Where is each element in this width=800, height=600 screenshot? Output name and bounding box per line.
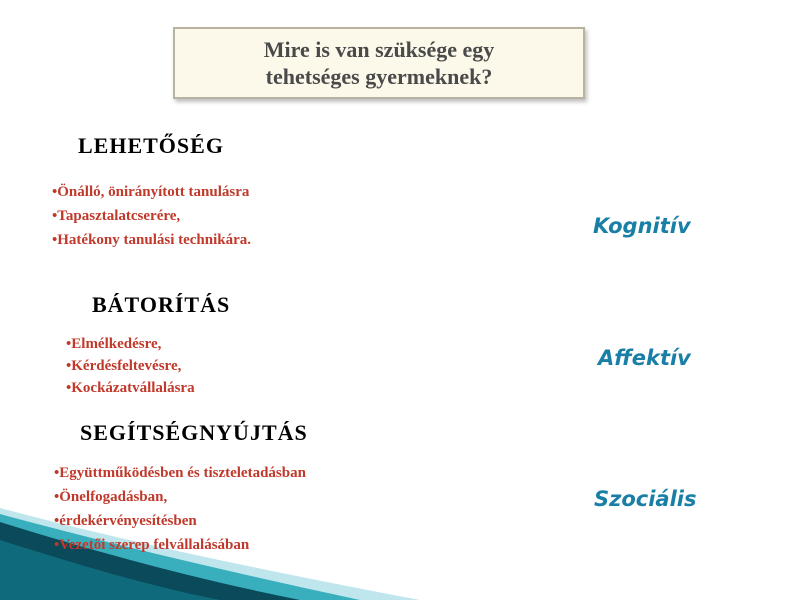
title-line-1: Mire is van szüksége egy <box>263 37 495 62</box>
list-item: • Kérdésfeltevésre, <box>66 355 195 377</box>
title-box <box>173 27 585 99</box>
section-heading-segitsegnyujtas: SEGÍTSÉGNYÚJTÁS <box>80 420 308 445</box>
category-label-kognitiv: Kognitív <box>593 214 691 238</box>
section-heading-lehetoseg: LEHETŐSÉG <box>78 133 224 158</box>
section-list-batoritas <box>66 333 195 399</box>
list-item: • Önelfogadásban, <box>54 485 306 509</box>
category-label-affektiv: Affektív <box>598 346 691 370</box>
list-item: • érdekérvényesítésben <box>54 509 306 533</box>
list-item: • Önálló, önirányított tanulásra <box>52 180 251 204</box>
section-heading-batoritas: BÁTORÍTÁS <box>92 292 231 317</box>
section-list-lehetoseg <box>52 180 251 252</box>
category-label-szocialis: Szociális <box>594 487 697 511</box>
list-item: • Kockázatvállalásra <box>66 377 195 399</box>
title-line-2: tehetséges gyermeknek? <box>265 64 493 89</box>
list-item: • Tapasztalatcserére, <box>52 204 251 228</box>
list-item: • Vezetői szerep felvállalásában <box>54 533 306 557</box>
list-item: • Hatékony tanulási technikára. <box>52 228 251 252</box>
section-list-segitsegnyujtas <box>54 461 306 557</box>
list-item: • Együttműködésben és tiszteletadásban <box>54 461 306 485</box>
list-item: • Elmélkedésre, <box>66 333 195 355</box>
